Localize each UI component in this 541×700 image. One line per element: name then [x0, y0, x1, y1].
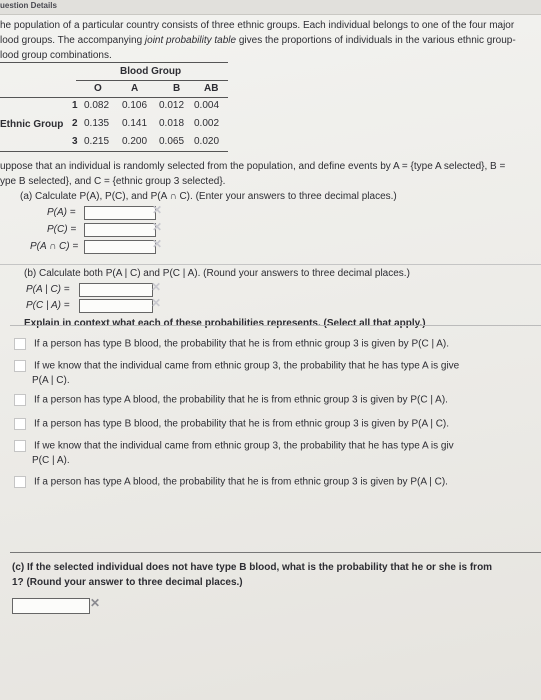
- field-label-pc: P(C) =: [47, 224, 77, 235]
- row-label-2: 2: [72, 118, 78, 129]
- section-divider: [0, 264, 541, 265]
- option-2-text: If we know that the individual came from ethnic group 3, the probability that he has type A is give: [34, 360, 460, 372]
- table-cell: 0.215: [84, 136, 110, 147]
- joint-probability-table: [0, 62, 228, 152]
- field-label-pa: P(A) =: [47, 207, 76, 218]
- table-cell: 0.002: [194, 118, 220, 129]
- pc-given-a-input[interactable]: [79, 299, 153, 313]
- table-cell: 0.141: [122, 118, 148, 129]
- table-cell: 0.135: [84, 118, 110, 129]
- part-c-prompt-line-1: (c) If the selected individual does not have type B blood, what is the probability that he or she is from: [12, 562, 493, 573]
- question-details-header: [0, 0, 541, 15]
- option-2[interactable]: [14, 360, 459, 386]
- checkbox[interactable]: [14, 418, 26, 430]
- option-5-continuation: P(C | A).: [32, 455, 70, 466]
- checkbox[interactable]: [14, 440, 26, 452]
- row-label-3: 3: [72, 136, 78, 147]
- option-2-continuation: P(A | C).: [32, 375, 70, 386]
- pa-and-c-input[interactable]: [84, 240, 156, 254]
- table-title-rule: [76, 80, 228, 81]
- col-header-a: A: [131, 83, 139, 94]
- table-cell: 0.065: [159, 136, 185, 147]
- explain-options-panel: [10, 325, 541, 553]
- table-title: Blood Group: [120, 66, 182, 77]
- incorrect-icon: ✕: [151, 280, 162, 294]
- option-4-text: If a person has type B blood, the probability that he is from ethnic group 3 is given by P(A | C).: [34, 418, 450, 430]
- table-cell: 0.200: [122, 136, 148, 147]
- col-header-ab: AB: [204, 83, 219, 94]
- incorrect-icon: ✕: [152, 220, 163, 234]
- incorrect-icon: ✕: [151, 296, 162, 310]
- incorrect-icon: ✕: [90, 596, 101, 610]
- table-cell: 0.082: [84, 100, 110, 111]
- table-top-rule: [0, 62, 228, 63]
- checkbox[interactable]: [14, 360, 26, 372]
- part-a-prompt: (a) Calculate P(A), P(C), and P(A ∩ C). (Enter your answers to three decimal places.): [20, 191, 397, 202]
- question-details-title: uestion Details: [0, 1, 57, 10]
- part-c-input[interactable]: [12, 598, 90, 614]
- option-1-text: If a person has type B blood, the probability that he is from ethnic group 3 is given by P(C | A).: [34, 338, 450, 350]
- pc-input[interactable]: [84, 223, 156, 237]
- setup-line-2: ype B selected}, and C = {ethnic group 3 selected}.: [0, 176, 226, 187]
- option-3[interactable]: [14, 394, 448, 406]
- intro-line-2c: gives the proportions of individuals in the various ethnic group-: [236, 35, 516, 46]
- checkbox[interactable]: [14, 394, 26, 406]
- setup-line-1: uppose that an individual is randomly selected from the population, and define events by A = {type A selected}, B =: [0, 161, 506, 172]
- problem-intro: [0, 18, 540, 63]
- table-cell: 0.004: [194, 100, 220, 111]
- option-6[interactable]: [14, 476, 448, 488]
- option-1[interactable]: [14, 338, 449, 350]
- checkbox[interactable]: [14, 338, 26, 350]
- option-5[interactable]: [14, 440, 454, 466]
- col-header-o: O: [94, 83, 102, 94]
- row-group-label: Ethnic Group: [0, 119, 64, 130]
- table-header-rule: [0, 97, 228, 98]
- option-3-text: If a person has type A blood, the probability that he is from ethnic group 3 is given by P(C | A).: [34, 394, 448, 406]
- part-b-prompt: (b) Calculate both P(A | C) and P(C | A). (Round your answers to three decimal places.): [24, 268, 410, 279]
- field-label-pa-given-c: P(A | C) =: [26, 284, 70, 295]
- table-cell: 0.018: [159, 118, 185, 129]
- checkbox[interactable]: [14, 476, 26, 488]
- col-header-b: B: [173, 83, 181, 94]
- part-c-prompt-line-2: 1? (Round your answer to three decimal places.): [12, 577, 243, 588]
- option-5-text: If we know that the individual came from ethnic group 3, the probability that he has type A is giv: [34, 440, 454, 452]
- row-label-1: 1: [72, 100, 78, 111]
- option-6-text: If a person has type A blood, the probability that he is from ethnic group 3 is given by P(A | C).: [34, 476, 448, 488]
- table-cell: 0.106: [122, 100, 148, 111]
- pa-input[interactable]: [84, 206, 156, 220]
- table-bottom-rule: [0, 151, 228, 152]
- incorrect-icon: ✕: [152, 237, 163, 251]
- explain-prompt: Explain in context what each of these probabilities represents. (Select all that apply.): [24, 318, 426, 329]
- intro-line-3: lood group combinations.: [0, 50, 112, 61]
- field-label-pa-and-c: P(A ∩ C) =: [30, 241, 79, 252]
- table-cell: 0.020: [194, 136, 220, 147]
- incorrect-icon: ✕: [152, 203, 163, 217]
- pa-given-c-input[interactable]: [79, 283, 153, 297]
- field-label-pc-given-a: P(C | A) =: [26, 300, 70, 311]
- intro-line-2b: joint probability table: [144, 35, 237, 46]
- table-cell: 0.012: [159, 100, 185, 111]
- option-4[interactable]: [14, 418, 449, 430]
- intro-line-1: he population of a particular country consists of three ethnic groups. Each individual belongs to one of the four major: [0, 20, 515, 31]
- intro-line-2a: lood groups. The accompanying: [0, 35, 145, 46]
